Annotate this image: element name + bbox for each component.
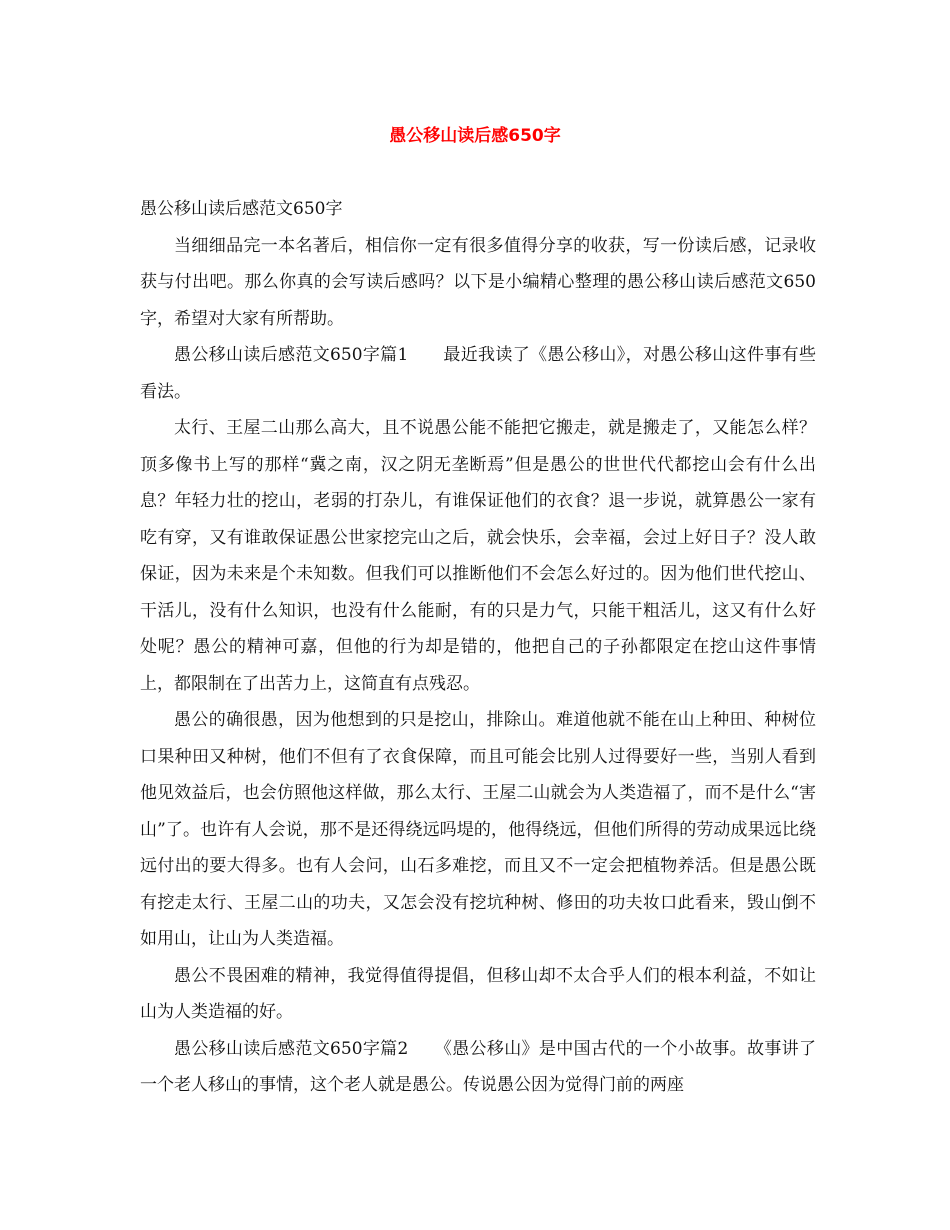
paragraph-essay-1-heading: 愚公移山读后感范文650字篇1 最近我读了《愚公移山》，对愚公移山这件事有些看法。 (140, 345, 816, 402)
document-title: 愚公移山读后感650字 (389, 126, 561, 146)
document-body (140, 191, 816, 1104)
document-subtitle: 愚公移山读后感范文650字 (140, 199, 343, 219)
paragraph-essay-1-conclusion: 愚公不畏困难的精神，我觉得值得提倡，但移山却不太合乎人们的根本利益，不如让山为人类造福的好。 (140, 965, 816, 1022)
paragraph-essay-2-heading: 愚公移山读后感范文650字篇2 《愚公移山》是中国古代的一个小故事。故事讲了一个老人移山的事情，这个老人就是愚公。传说愚公因为觉得门前的两座 (140, 1038, 816, 1095)
paragraph-essay-1-body-2: 愚公的确很愚，因为他想到的只是挖山，排除山。难道他就不能在山上种田、种树位口果种田又种树，他们不但有了衣食保障，而且可能会比别人过得要好一些，当别人看到他见效益后，也会仿照他这样做，那么太行、王屋二山就会为人类造福了，而不是什么“害山”了。也许有人会说，那不是还得绕远吗堤的，他得绕远，但他们所得的劳动成果远比绕远付出的要大得多。也有人会问，山石多难挖，而且又不一定会把植物养活。但是愚公既有挖走太行、王屋二山的功夫，又怎会没有挖坑种树、修田的功夫妆口此看来，毁山倒不如用山，让山为人类造福。 (140, 710, 816, 949)
paragraph-intro: 当细细品完一本名著后，相信你一定有很多值得分享的收获，写一份读后感，记录收获与付出吧。那么你真的会写读后感吗？以下是小编精心整理的愚公移山读后感范文650字，希望对大家有所帮助。 (140, 235, 816, 329)
paragraph-essay-1-body-1: 太行、王屋二山那么高大，且不说愚公能不能把它搬走，就是搬走了，又能怎么样？顶多像书上写的那样“冀之南，汉之阴无垄断焉”但是愚公的世世代代都挖山会有什么出息？年轻力壮的挖山，老弱的打杂儿，有谁保证他们的衣食？退一步说，就算愚公一家有吃有穿，又有谁敢保证愚公世家挖完山之后，就会快乐，会幸福，会过上好日子？没人敢保证，因为未来是个未知数。但我们可以推断他们不会怎么好过的。因为他们世代挖山、干活儿，没有什么知识，也没有什么能耐，有的只是力气，只能干粗活儿，这又有什么好处呢？愚公的精神可嘉，但他的行为却是错的，他把自己的子孙都限定在挖山这件事情上，都限制在了出苦力上，这简直有点残忍。 (140, 418, 816, 694)
